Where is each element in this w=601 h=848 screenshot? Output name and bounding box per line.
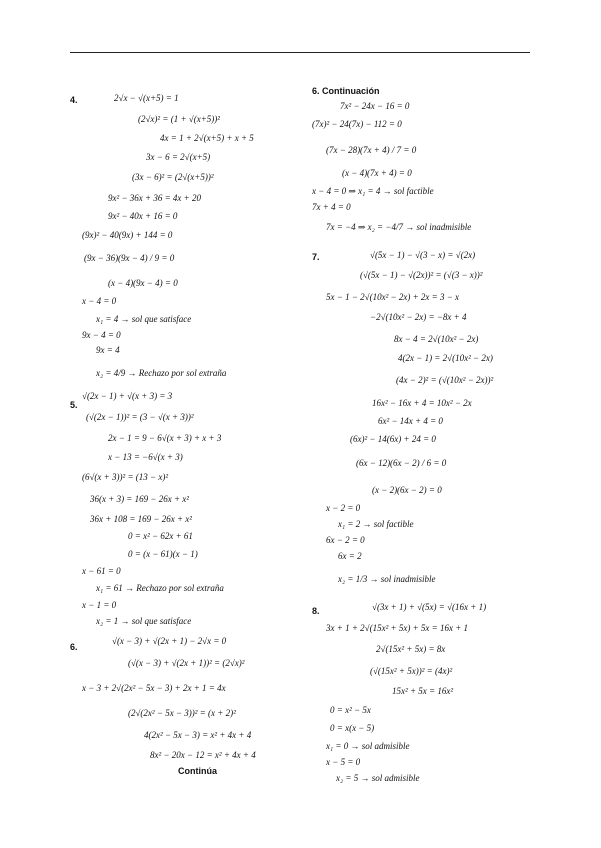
eq-line: (7x)² − 24(7x) − 112 = 0 [312,119,402,129]
problem-8-label: 8. [312,606,320,616]
eq-line: 4(2x² − 5x − 3) = x² + 4x + 4 [144,730,252,740]
eq-line: x − 3 + 2√(2x² − 5x − 3) + 2x + 1 = 4x [82,683,226,693]
eq-line: 0 = x(x − 5) [330,723,375,733]
eq-line: 7x + 4 = 0 [312,202,351,212]
eq-line: (2√x)² = (1 + √(x+5))² [138,114,220,124]
eq-line: 7x = −4 ⇒ x₂ = −4/7 → sol inadmisible [326,222,472,232]
eq-line: 3x + 1 + 2√(15x² + 5x) + 5x = 16x + 1 [326,623,469,633]
eq-line: 9x² − 40x + 16 = 0 [108,211,178,221]
eq-line: x − 61 = 0 [82,566,121,576]
eq-line: 6x − 2 = 0 [326,535,365,545]
eq-line: √(2x − 1) + √(x + 3) = 3 [82,391,173,401]
eq-line: (x − 4)(7x + 4) = 0 [342,168,412,178]
eq-line: 9x² − 36x + 36 = 4x + 20 [108,193,201,203]
eq-line: x₁ = 61 → Rechazo por sol extraña [96,583,224,593]
eq-line: x − 2 = 0 [326,503,361,513]
eq-line: x₂ = 5 → sol admisible [336,773,420,783]
eq-line: 36(x + 3) = 169 − 26x + x² [90,494,189,504]
eq-line: (√(x − 3) + √(2x + 1))² = (2√x)² [128,658,245,668]
eq-line: (6x)² − 14(6x) + 24 = 0 [350,434,436,444]
eq-line: x₂ = 1/3 → sol inadmisible [338,574,436,584]
eq-line: (9x − 36)(9x − 4) / 9 = 0 [84,253,175,263]
eq-line: x₁ = 2 → sol factible [338,519,414,529]
eq-line: 4x = 1 + 2√(x+5) + x + 5 [160,133,254,143]
eq-line: (x − 4)(9x − 4) = 0 [108,278,178,288]
eq-line: (√(5x − 1) − √(2x))² = (√(3 − x))² [360,270,483,280]
eq-line: 2x − 1 = 9 − 6√(x + 3) + x + 3 [108,433,222,443]
eq-line: x₂ = 4/9 → Rechazo por sol extraña [96,368,227,378]
eq-line: x₁ = 4 → sol que satisface [96,314,192,324]
eq-line: 15x² + 5x = 16x² [392,686,454,696]
problem-7-label: 7. [312,252,320,262]
eq-line: (2√(2x² − 5x − 3))² = (x + 2)² [128,708,236,718]
eq-line: (x − 2)(6x − 2) = 0 [372,485,442,495]
problem-5-label: 5. [70,400,78,410]
eq-line: 7x² − 24x − 16 = 0 [340,101,410,111]
eq-line: 0 = x² − 62x + 61 [128,531,193,541]
eq-line: x − 4 = 0 ⇒ x₁ = 4 → sol factible [312,186,434,196]
eq-line: 8x − 4 = 2√(10x² − 2x) [394,334,479,344]
eq-line: 6x = 2 [338,551,362,561]
eq-line: (4x − 2)² = (√(10x² − 2x))² [396,375,494,385]
eq-line: 9x − 4 = 0 [82,330,121,340]
eq-line: x₁ = 0 → sol admisible [326,741,410,751]
eq-line: 9x = 4 [96,345,120,355]
eq-line: (√(15x² + 5x))² = (4x)² [370,666,453,676]
eq-line: 0 = x² − 5x [330,705,371,715]
eq-line: x − 13 = −6√(x + 3) [108,452,183,462]
problem-6-label: 6. [70,642,78,652]
eq-line: √(3x + 1) + √(5x) = √(16x + 1) [372,602,487,612]
eq-line: (6√(x + 3))² = (13 − x)² [82,472,169,482]
eq-line: 3x − 6 = 2√(x+5) [146,152,211,162]
eq-line: x − 4 = 0 [82,296,117,306]
eq-line: 6x² − 14x + 4 = 0 [378,416,443,426]
eq-line: (6x − 12)(6x − 2) / 6 = 0 [356,458,447,468]
eq-line: 0 = (x − 61)(x − 1) [128,549,198,559]
eq-line: 8x² − 20x − 12 = x² + 4x + 4 [150,750,256,760]
eq-line: (√(2x − 1))² = (3 − √(x + 3))² [86,412,194,422]
eq-line: 36x + 108 = 169 − 26x + x² [90,514,192,524]
eq-line: 4(2x − 1) = 2√(10x² − 2x) [398,353,493,363]
eq-line: √(x − 3) + √(2x + 1) − 2√x = 0 [112,636,227,646]
eq-line: −2√(10x² − 2x) = −8x + 4 [370,312,467,322]
eq-line: 2√(15x² + 5x) = 8x [376,644,446,654]
problem-4-label: 4. [70,95,78,105]
eq-line: 16x² − 16x + 4 = 10x² − 2x [372,398,472,408]
continues-label: Continúa [178,766,217,776]
eq-line: 5x − 1 − 2√(10x² − 2x) + 2x = 3 − x [326,292,460,302]
eq-line: √(5x − 1) − √(3 − x) = √(2x) [370,250,476,260]
eq-line: x − 1 = 0 [82,600,117,610]
eq-line: (3x − 6)² = (2√(x+5))² [132,172,214,182]
eq-line: (9x)² − 40(9x) + 144 = 0 [82,230,173,240]
header-rule [70,52,530,53]
eq-line: 2√x − √(x+5) = 1 [114,93,179,103]
problem-6-continuation-label: 6. Continuación [312,86,380,96]
eq-line: x₂ = 1 → sol que satisface [96,616,192,626]
eq-line: (7x − 28)(7x + 4) / 7 = 0 [326,145,417,155]
eq-line: x − 5 = 0 [326,757,361,767]
